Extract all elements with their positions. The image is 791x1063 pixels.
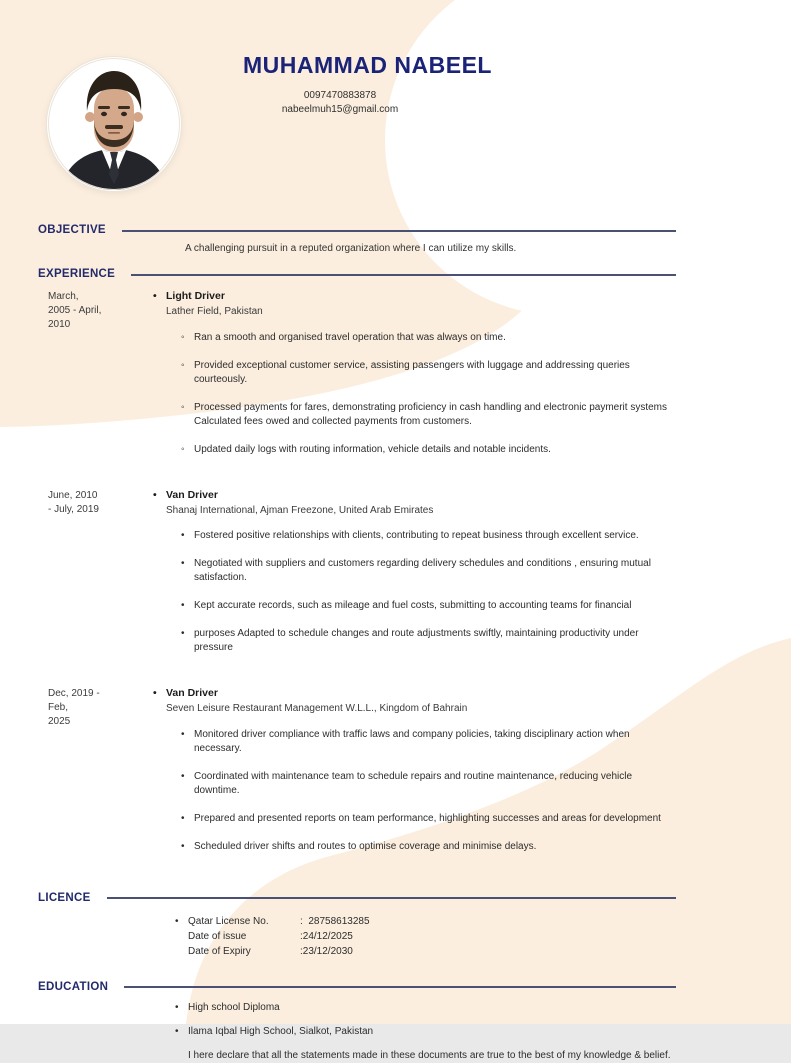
job-bullet: • Prepared and presented reports on team performance, highlighting successes and areas for development (181, 812, 676, 826)
portrait-photo-icon (47, 57, 181, 191)
job-bullet: • Monitored driver compliance with traffic laws and company policies, taking disciplinary action when necessary. (181, 728, 676, 756)
section-education (38, 981, 676, 1063)
licence-row (175, 944, 676, 959)
job-bullet: • Fostered positive relationships with clients, contributing to repeat business through excellent service. (181, 529, 676, 543)
section-divider-line (122, 230, 676, 232)
licence-row (175, 929, 676, 944)
section-divider-line (107, 897, 676, 899)
job-bullet: • purposes Adapted to schedule changes and route adjustments swiftly, maintaining productivity under pressure (181, 627, 676, 655)
job-bullet: • Scheduled driver shifts and routes to optimise coverage and minimise delays. (181, 840, 676, 854)
section-objective (38, 224, 676, 256)
job-title: • Light Driver (153, 290, 676, 302)
section-licence (38, 892, 676, 959)
job-bullet: • Negotiated with suppliers and customers regarding delivery schedules and conditions , ensuring mutual satisfaction. (181, 557, 676, 585)
experience-details (153, 489, 676, 670)
experience-date-line: March, (48, 291, 79, 302)
experience-details (153, 687, 676, 868)
objective-heading: OBJECTIVE (38, 224, 106, 236)
phone-number: 0097470883878 (303, 90, 377, 101)
education-bullet: • High school Diploma (175, 1001, 676, 1015)
experience-date-line: June, 2010 (48, 489, 98, 501)
job-bullet-list (153, 331, 676, 457)
experience-details (153, 290, 676, 471)
licence-row (175, 914, 676, 929)
licence-heading: LICENCE (38, 891, 91, 904)
experience-date-line: Feb, (48, 702, 69, 713)
job-title: • Van Driver (153, 687, 676, 699)
declaration-text: I here declare that all the statements made in these documents are true to the best of my knowledge & belief. (188, 1049, 671, 1061)
education-list (175, 1001, 676, 1039)
candidate-name: MUHAMMAD NABEEL (243, 52, 492, 78)
licence-value: :23/12/2030 (300, 945, 353, 957)
experience-date-line: 2025 (48, 716, 71, 727)
company-name: Shanaj International, Ajman Freezone, United Arab Emirates (166, 504, 434, 516)
experience-heading: EXPERIENCE (38, 268, 116, 280)
job-bullet: ◦ Ran a smooth and organised travel operation that was always on time. (181, 331, 676, 345)
experience-entry (38, 489, 676, 670)
job-title: • Van Driver (153, 489, 676, 501)
experience-dates (38, 290, 153, 471)
licence-value: : 28758613285 (300, 915, 370, 927)
licence-value: :24/12/2025 (300, 930, 353, 942)
licence-label: Date of issue (188, 930, 247, 942)
objective-text: A challenging pursuit in a reputed organization where I can utilize my skills. (185, 243, 517, 254)
job-bullet-list (153, 529, 676, 655)
profile-photo (47, 57, 181, 191)
job-bullet: • Coordinated with maintenance team to schedule repairs and routine maintenance, reducing vehicle downtime. (181, 770, 676, 798)
company-name: Seven Leisure Restaurant Management W.L.L., Kingdom of Bahrain (166, 703, 468, 714)
experience-dates (38, 489, 153, 670)
job-bullet-list (153, 728, 676, 854)
job-bullet: ◦ Updated daily logs with routing information, vehicle details and notable incidents. (181, 443, 676, 457)
licence-label: Date of Expiry (188, 945, 251, 957)
licence-details (175, 914, 676, 959)
experience-dates (38, 687, 153, 868)
education-heading: EDUCATION (38, 980, 109, 993)
company-name: Lather Field, Pakistan (166, 306, 263, 317)
experience-entry (38, 687, 676, 868)
experience-date-line: 2005 - April, (48, 305, 102, 316)
licence-label: • Qatar License No. (175, 914, 300, 929)
experience-entry (38, 290, 676, 471)
section-divider-line (131, 274, 676, 276)
section-experience (38, 268, 676, 868)
section-divider-line (124, 986, 676, 988)
experience-list (38, 290, 676, 868)
job-bullet: • Kept accurate records, such as mileage and fuel costs, submitting to accounting teams for financial (181, 599, 676, 613)
job-bullet: ◦ Provided exceptional customer service, assisting passengers with luggage and addressing queries courteously. (181, 359, 676, 387)
experience-date-line: 2010 (48, 319, 71, 330)
experience-date-line: Dec, 2019 - (48, 688, 100, 699)
job-bullet: ◦ Processed payments for fares, demonstrating proficiency in cash handling and electronic paymerit systems Calculated fees owed and collected payments from customers. (181, 401, 676, 429)
experience-date-line: - July, 2019 (48, 503, 99, 515)
education-bullet: • Ilama Iqbal High School, Sialkot, Pakistan (175, 1025, 676, 1039)
email-address: nabeelmuh15@gmail.com (281, 104, 399, 115)
